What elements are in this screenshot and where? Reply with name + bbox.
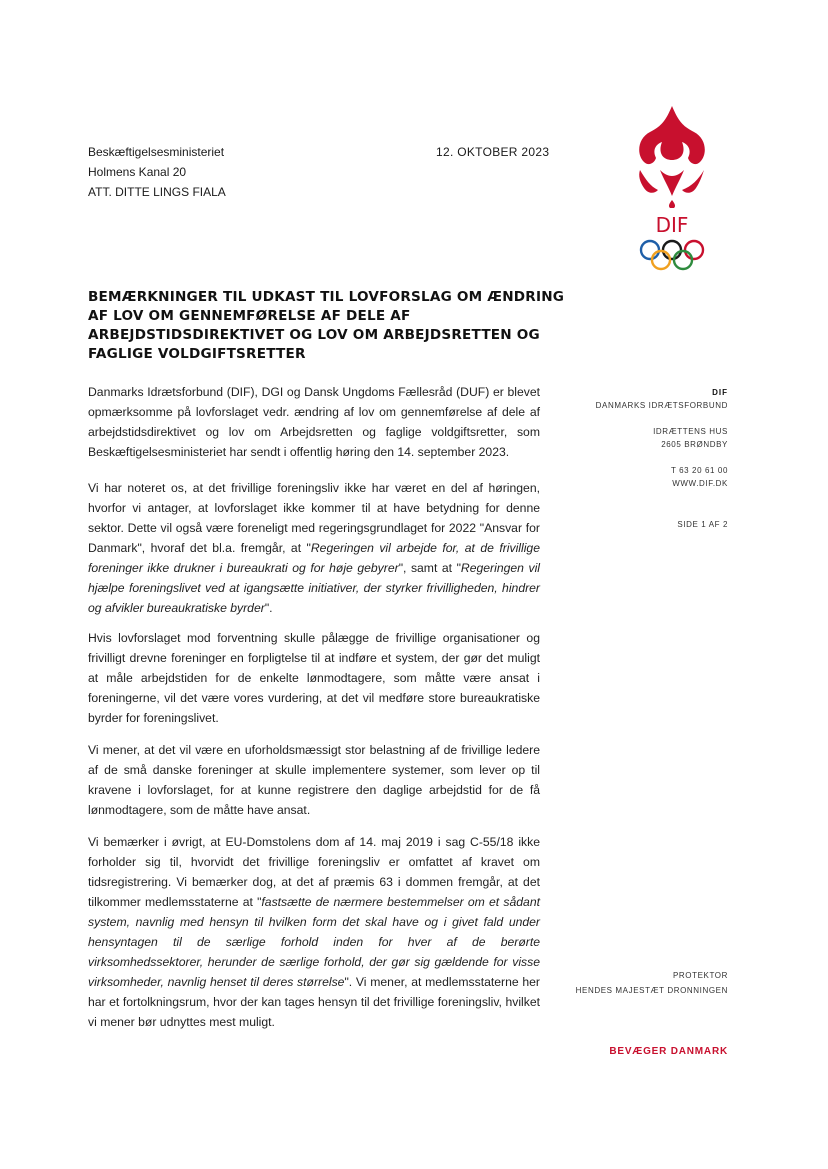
title-line: BEMÆRKNINGER TIL UDKAST TIL LOVFORSLAG OM ÆNDRING [88, 289, 565, 305]
title-line: AF LOV OM GENNEMFØRELSE AF DELE AF [88, 308, 411, 324]
protektor-name: HENDES MAJESTÆT DRONNINGEN [575, 986, 728, 995]
page-number: SIDE 1 AF 2 [677, 520, 728, 529]
recipient-address [88, 142, 226, 202]
recipient-line: Holmens Kanal 20 [88, 165, 187, 179]
paragraph-text: Vi har noteret os, at det frivillige foreningsliv ikke har været en del af høringen, hvorfor vi antager, at lovforslaget ikke kommer til at have betydning for denne sektor. Dette vil også være foreneligt med regeringsgrundlaget for 2022 "Ansvar for Danmark", hvoraf det bl.a. fremgår, at " [88, 481, 540, 555]
recipient-line: ATT. DITTE LINGS FIALA [88, 185, 226, 199]
protektor-label: PROTEKTOR [672, 971, 728, 980]
paragraph-text: ". Vi mener, at medlemsstaterne her har et fortolkningsrum, hvor der kan tages hensyn til det frivillige foreningsliv, hvilket vi mener bør udnyttes mest muligt. [88, 975, 540, 1029]
protektor-block [508, 968, 728, 998]
sender-sidebar [528, 386, 728, 531]
letter-title [88, 288, 565, 364]
paragraph: Danmarks Idrætsforbund (DIF), DGI og Dansk Ungdoms Fællesråd (DUF) er blevet opmærksomme på lovforslaget vedr. ændring af lov om gennemførelse af dele af arbejdstidsdirektivet og lov om Arbejdsretten og faglige voldgiftsretter, som Beskæftigelsesministeriet har sendt i offentlig høring den 14. september 2023. [88, 385, 540, 459]
paragraph-text: ", samt at " [398, 561, 461, 575]
letter-date: 12. OKTOBER 2023 [436, 145, 550, 159]
paragraph-text: ". [264, 601, 273, 615]
recipient-line: Beskæftigelsesministeriet [88, 145, 225, 159]
sender-address: 2605 BRØNDBY [661, 440, 728, 449]
sender-org: DIF [712, 388, 728, 397]
quote-text: Regeringen vil hjælpe foreningslivet ved at igangsætte initiativer, der styrker frivilligheden, hindrer og afvikler bureaukratiske byrder [88, 561, 540, 615]
paragraph: Vi mener, at det vil være en uforholdsmæssigt stor belastning af de frivillige ledere af de små danske foreninger at skulle implementere systemer, som lever op til kravene i lovforslaget, for at kunne registrere den daglige arbejdstid for de få lønmodtagere, som de måtte have ansat. [88, 743, 540, 817]
title-line: FAGLIGE VOLDGIFTSRETTER [88, 346, 306, 362]
sender-address: IDRÆTTENS HUS [653, 427, 728, 436]
paragraph-text: Vi bemærker i øvrigt, at EU-Domstolens dom af 14. maj 2019 i sag C-55/18 ikke forholder sig til, hvorvidt det frivillige foreningsliv er omfattet af kravet om tidsregistrering. Vi bemærker dog, at det af præmis 63 i dommen fremgår, at det tilkommer medlemsstaterne at " [88, 835, 540, 909]
title-line: ARBEJDSTIDSDIREKTIVET OG LOV OM ARBEJDSRETTEN OG [88, 327, 540, 343]
dif-logo [636, 100, 708, 276]
sender-org-full: DANMARKS IDRÆTSFORBUND [595, 401, 728, 410]
paragraph: Hvis lovforslaget mod forventning skulle pålægge de frivillige organisationer og frivilligt drevne foreninger en forpligtelse til at indføre et system, der gør det muligt at måle arbejdstiden for de enkelte lønmodtagere, som måtte være ansat i foreningerne, vil det være vores vurdering, at det vil medføre store bureaukratiske byrder for foreningslivet. [88, 631, 540, 725]
sender-phone: T 63 20 61 00 [670, 466, 728, 475]
logo-text: DIF [655, 213, 689, 237]
paragraph [88, 478, 540, 618]
quote-text: Regeringen vil arbejde for, at de frivillige foreninger ikke drukner i bureaukrati og for høje gebyrer [88, 541, 540, 575]
paragraph [88, 832, 540, 1032]
brand-slogan: BEVÆGER DANMARK [609, 1046, 728, 1057]
sender-website: WWW.DIF.DK [672, 479, 728, 488]
quote-text: fastsætte de nærmere bestemmelser om et sådant system, navnlig med hensyn til hvilken form det skal have og i givet fald under hensyntagen til de særlige forhold inden for hver af de berørte virksomhedssektorer, herunder de særlige forhold, der gør sig gældende for visse virksomheder, navnlig henset til deres størrelse [88, 895, 540, 989]
